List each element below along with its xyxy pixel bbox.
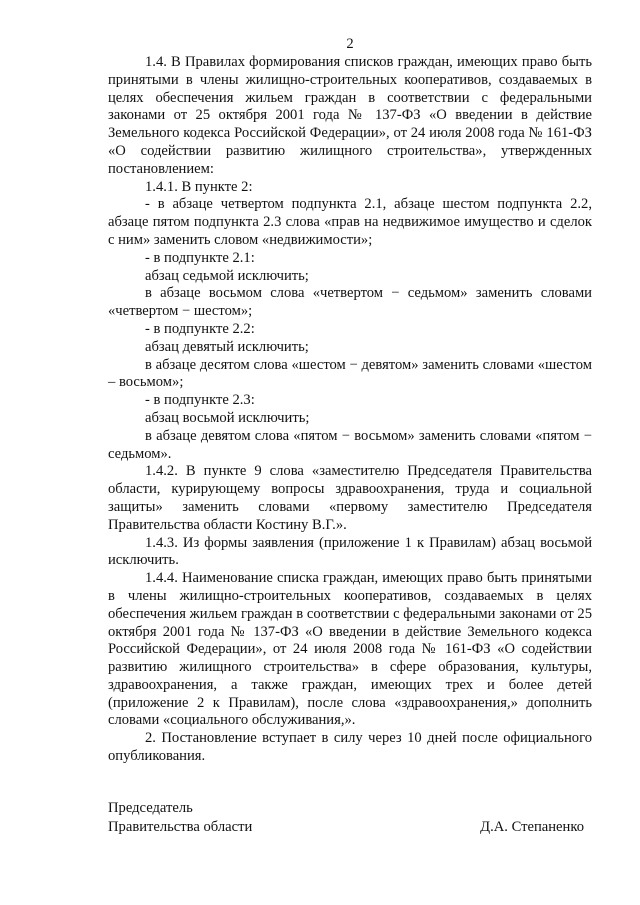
- paragraph-item: - в подпункте 2.3:: [145, 392, 255, 409]
- paragraph-1-4-3: 1.4.3. Из формы заявления (приложение 1 к Правилам) абзац восьмой исключить.: [108, 534, 592, 569]
- paragraph-2: 2. Постановление вступает в силу через 10 дней после официального опубликования.: [108, 730, 592, 765]
- page-number: 2: [346, 36, 354, 52]
- paragraph-1-4-4: 1.4.4. Наименование списка граждан, имеющих право быть принятыми в члены жилищно-строительных кооперативов, создаваемых в целях обеспечения жильем граждан в соответствии с федеральными законами от 25 октября 2001 года № 137-ФЗ «О введении в действие Земельного кодекса Российской Федерации», от 24 июля 2008 года № 161-ФЗ «О содействии развитию жилищного строительства» в сфере образования, культуры, здравоохранения, а также граждан, имеющих трех и более детей (приложение 2 к Правилам), после слова «здравоохранения,» дополнить словами «социального обслуживания,».: [108, 570, 592, 729]
- paragraph-item: абзац восьмой исключить;: [145, 409, 310, 426]
- paragraph-item: в абзаце девятом слова «пятом − восьмом» заменить словами «пятом − седьмом».: [108, 427, 592, 462]
- document-page: [108, 34, 592, 766]
- signature-title-line1: Председатель: [108, 800, 193, 816]
- signature-block: [108, 799, 592, 837]
- signatory-name: Д.А. Степаненко: [480, 819, 584, 835]
- paragraph-item: в абзаце десятом слова «шестом − девятом» заменить словами «шестом – восьмом»;: [108, 356, 592, 391]
- paragraph-1-4-1: 1.4.1. В пункте 2:: [145, 178, 253, 195]
- paragraph-item: - в подпункте 2.1:: [145, 249, 255, 266]
- paragraph-item: абзац седьмой исключить;: [145, 267, 309, 284]
- paragraph-item: абзац девятый исключить;: [145, 338, 309, 355]
- paragraph-1-4-2: 1.4.2. В пункте 9 слова «заместителю Председателя Правительства области, курирующему вопросы здравоохранения, труда и социальной защиты» заменить словами «первому заместителю Председателя Правительства области Костину В.Г.».: [108, 463, 592, 533]
- paragraph-item: в абзаце восьмом слова «четвертом − седьмом» заменить словами «четвертом − шестом»;: [108, 285, 592, 320]
- signature-title-line2: Правительства области: [108, 819, 253, 835]
- paragraph-item: - в абзаце четвертом подпункта 2.1, абзаце шестом подпункта 2.2, абзаце пятом подпункта 2.3 слова «прав на недвижимое имущество и сделок с ним» заменить словом «недвижимости»;: [108, 196, 592, 248]
- paragraph-1-4: 1.4. В Правилах формирования списков граждан, имеющих право быть принятыми в члены жилищно-строительных кооперативов, создаваемых в целях обеспечения жильем граждан в соответствии с федеральными законами от 25 октября 2001 года № 137-ФЗ «О введении в действие Земельного кодекса Российской Федерации», от 24 июля 2008 года № 161-ФЗ «О содействии развитию жилищного строительства», утвержденных постановлением:: [108, 54, 592, 177]
- paragraph-item: - в подпункте 2.2:: [145, 320, 255, 337]
